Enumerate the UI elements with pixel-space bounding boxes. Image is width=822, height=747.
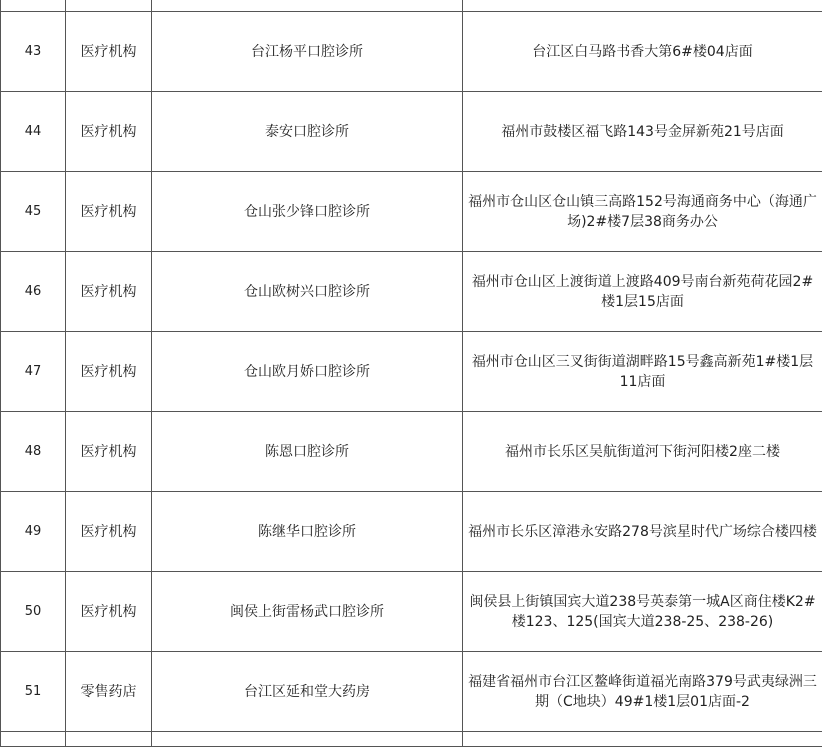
cell-number: 49 bbox=[1, 492, 66, 572]
cell-number: 48 bbox=[1, 412, 66, 492]
table-row bbox=[1, 12, 822, 92]
table-row bbox=[1, 252, 822, 332]
table-row-partial-bottom bbox=[1, 732, 822, 747]
cell-address: 福州市仓山区仓山镇三高路152号海通商务中心（海通广场)2#楼7层38商务办公 bbox=[463, 172, 822, 252]
cell-name: 陈继华口腔诊所 bbox=[152, 492, 463, 572]
cell-number: 50 bbox=[1, 572, 66, 652]
cell-name: 台江区延和堂大药房 bbox=[152, 652, 463, 732]
cell-type: 医疗机构 bbox=[66, 492, 152, 572]
cell-type: 医疗机构 bbox=[66, 172, 152, 252]
cell-address: 福州市长乐区漳港永安路278号滨星时代广场综合楼四楼 bbox=[463, 492, 822, 572]
cell-type: 医疗机构 bbox=[66, 252, 152, 332]
cell-address: 台江区白马路书香大第6#楼04店面 bbox=[463, 12, 822, 92]
cell-name: 仓山欧月娇口腔诊所 bbox=[152, 332, 463, 412]
cell-address: 福州市鼓楼区福飞路143号金屏新苑21号店面 bbox=[463, 92, 822, 172]
cell-type: 医疗机构 bbox=[66, 572, 152, 652]
cell-type: 医疗机构 bbox=[66, 92, 152, 172]
cell-number: 45 bbox=[1, 172, 66, 252]
cell-type: 零售药店 bbox=[66, 652, 152, 732]
cell-address: 福州市长乐区吴航街道河下街河阳楼2座二楼 bbox=[463, 412, 822, 492]
cell-name: 仓山欧树兴口腔诊所 bbox=[152, 252, 463, 332]
table-row bbox=[1, 92, 822, 172]
cell-address: 福州市仓山区三叉街街道湖畔路15号鑫高新苑1#楼1层11店面 bbox=[463, 332, 822, 412]
table-row-partial-top bbox=[1, 0, 822, 12]
table-row bbox=[1, 412, 822, 492]
cell-name: 台江杨平口腔诊所 bbox=[152, 12, 463, 92]
table-row bbox=[1, 652, 822, 732]
cell-name: 陈恩口腔诊所 bbox=[152, 412, 463, 492]
cell-type: 医疗机构 bbox=[66, 412, 152, 492]
cell-number: 51 bbox=[1, 652, 66, 732]
table-row bbox=[1, 492, 822, 572]
table-row bbox=[1, 172, 822, 252]
cell-address: 福建省福州市台江区鳌峰街道福光南路379号武夷绿洲三期（C地块）49#1楼1层01店面-2 bbox=[463, 652, 822, 732]
cell-address: 福州市仓山区上渡街道上渡路409号南台新苑荷花园2#楼1层15店面 bbox=[463, 252, 822, 332]
table-row bbox=[1, 572, 822, 652]
cell-type: 医疗机构 bbox=[66, 332, 152, 412]
cell-name: 泰安口腔诊所 bbox=[152, 92, 463, 172]
cell-name: 闽侯上街雷杨武口腔诊所 bbox=[152, 572, 463, 652]
cell-type: 医疗机构 bbox=[66, 12, 152, 92]
cell-name: 仓山张少锋口腔诊所 bbox=[152, 172, 463, 252]
cell-address: 闽侯县上街镇国宾大道238号英泰第一城A区商住楼K2#楼123、125(国宾大道238-25、238-26) bbox=[463, 572, 822, 652]
cell-number: 47 bbox=[1, 332, 66, 412]
cell-number: 46 bbox=[1, 252, 66, 332]
cell-number: 43 bbox=[1, 12, 66, 92]
table-row bbox=[1, 332, 822, 412]
cell-number: 44 bbox=[1, 92, 66, 172]
